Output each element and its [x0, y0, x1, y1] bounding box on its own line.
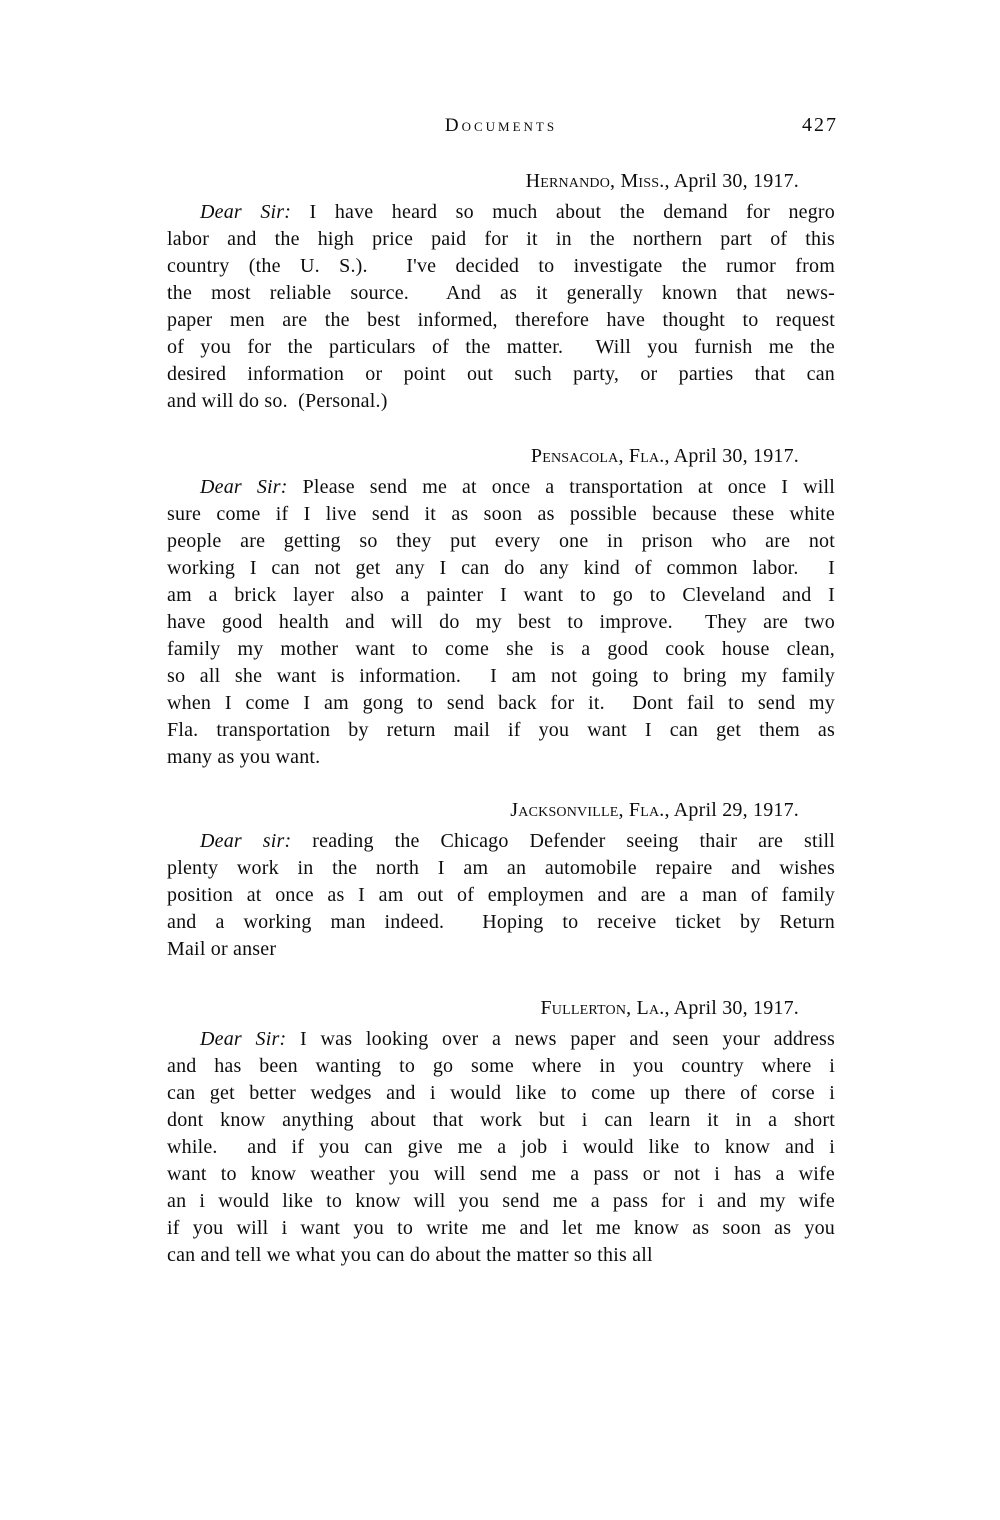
letter-jacksonville [167, 797, 835, 963]
text-line: family my mother want to come she is a good cook house clean, [167, 638, 835, 660]
text-line: the most reliable source. And as it generally known that news- [167, 282, 835, 304]
text-line: of you for the particulars of the matter. Will you furnish me the [167, 336, 835, 358]
text-line: and has been wanting to go some where in you country where i [167, 1055, 835, 1077]
text-line: sure come if I live send it as soon as possible because these white [167, 503, 835, 525]
text-line: an i would like to know will you send me a pass for i and my wife [167, 1190, 835, 1212]
dateline-date: April 30, 1917. [673, 445, 799, 467]
letter-dateline [167, 797, 835, 824]
dateline-place: Jacksonville, Fla., [510, 799, 670, 821]
letter-body [167, 1026, 835, 1269]
text-line: and a working man indeed. Hoping to receive ticket by Return [167, 911, 835, 933]
salutation: Dear Sir: [200, 1028, 287, 1050]
text-line: desired information or point out such party, or parties that can [167, 363, 835, 385]
salutation: Dear Sir: [200, 476, 288, 498]
dateline-place: Hernando, Miss., [525, 170, 670, 192]
letter-body [167, 474, 835, 771]
text-line [167, 474, 835, 501]
letter-hernando [167, 168, 835, 415]
letter-lines [167, 1053, 835, 1242]
text-line: many as you want. [167, 746, 321, 768]
text-line: working I can not get any I can do any kind of common labor. I [167, 557, 835, 579]
first-line-text: Please send me at once a transportation at once I will [302, 476, 835, 498]
text-line: can get better wedges and i would like to come up there of corse i [167, 1082, 835, 1104]
text-line: want to know weather you will send me a pass or not i has a wife [167, 1163, 835, 1185]
salutation: Dear sir: [200, 830, 292, 852]
first-line-text: I was looking over a news paper and seen your address [300, 1028, 835, 1050]
text-line: people are getting so they put every one in prison who are not [167, 530, 835, 552]
letter-fullerton [167, 995, 835, 1269]
text-line: have good health and will do my best to improve. They are two [167, 611, 835, 633]
text-column [167, 112, 838, 1269]
letter-lines [167, 226, 835, 388]
first-line-text: I have heard so much about the demand for negro [309, 201, 835, 223]
dateline-date: April 30, 1917. [673, 170, 799, 192]
letter-body [167, 828, 835, 963]
text-line [167, 828, 835, 855]
page-title: Documents [444, 115, 558, 136]
letter-lines [167, 501, 835, 744]
dateline-date: April 29, 1917. [673, 799, 799, 821]
text-line: Fla. transportation by return mail if you want I can get them as [167, 719, 835, 741]
text-line: when I come I am gong to send back for it. Dont fail to send my [167, 692, 835, 714]
text-line: can and tell we what you can do about the matter so this all [167, 1244, 653, 1266]
salutation: Dear Sir: [200, 201, 292, 223]
dateline-date: April 30, 1917. [673, 997, 799, 1019]
text-line: plenty work in the north I am an automobile repaire and wishes [167, 857, 835, 879]
text-line: and will do so. (Personal.) [167, 390, 388, 412]
running-header [167, 112, 838, 138]
text-line [167, 1026, 835, 1053]
letter-pensacola [167, 443, 835, 771]
dateline-place: Pensacola, Fla., [530, 445, 670, 467]
text-line [167, 199, 835, 226]
text-line: country (the U. S.). I've decided to investigate the rumor from [167, 255, 835, 277]
text-line: position at once as I am out of employmen and are a man of family [167, 884, 835, 906]
dateline-place: Fullerton, La., [540, 997, 670, 1019]
text-line: Mail or anser [167, 938, 277, 960]
first-line-text: reading the Chicago Defender seeing thair are still [312, 830, 835, 852]
letter-dateline [167, 168, 835, 195]
text-line: so all she want is information. I am not going to bring my family [167, 665, 835, 687]
letter-body [167, 199, 835, 415]
text-line: am a brick layer also a painter I want to go to Cleveland and I [167, 584, 835, 606]
text-line: dont know anything about that work but i can learn it in a short [167, 1109, 835, 1131]
text-line: while. and if you can give me a job i would like to know and i [167, 1136, 835, 1158]
text-line: paper men are the best informed, therefore have thought to request [167, 309, 835, 331]
text-line: if you will i want you to write me and let me know as soon as you [167, 1217, 835, 1239]
letter-dateline [167, 443, 835, 470]
text-line: labor and the high price paid for it in the northern part of this [167, 228, 835, 250]
page-number: 427 [802, 114, 838, 136]
letter-lines [167, 855, 835, 936]
letter-dateline [167, 995, 835, 1022]
